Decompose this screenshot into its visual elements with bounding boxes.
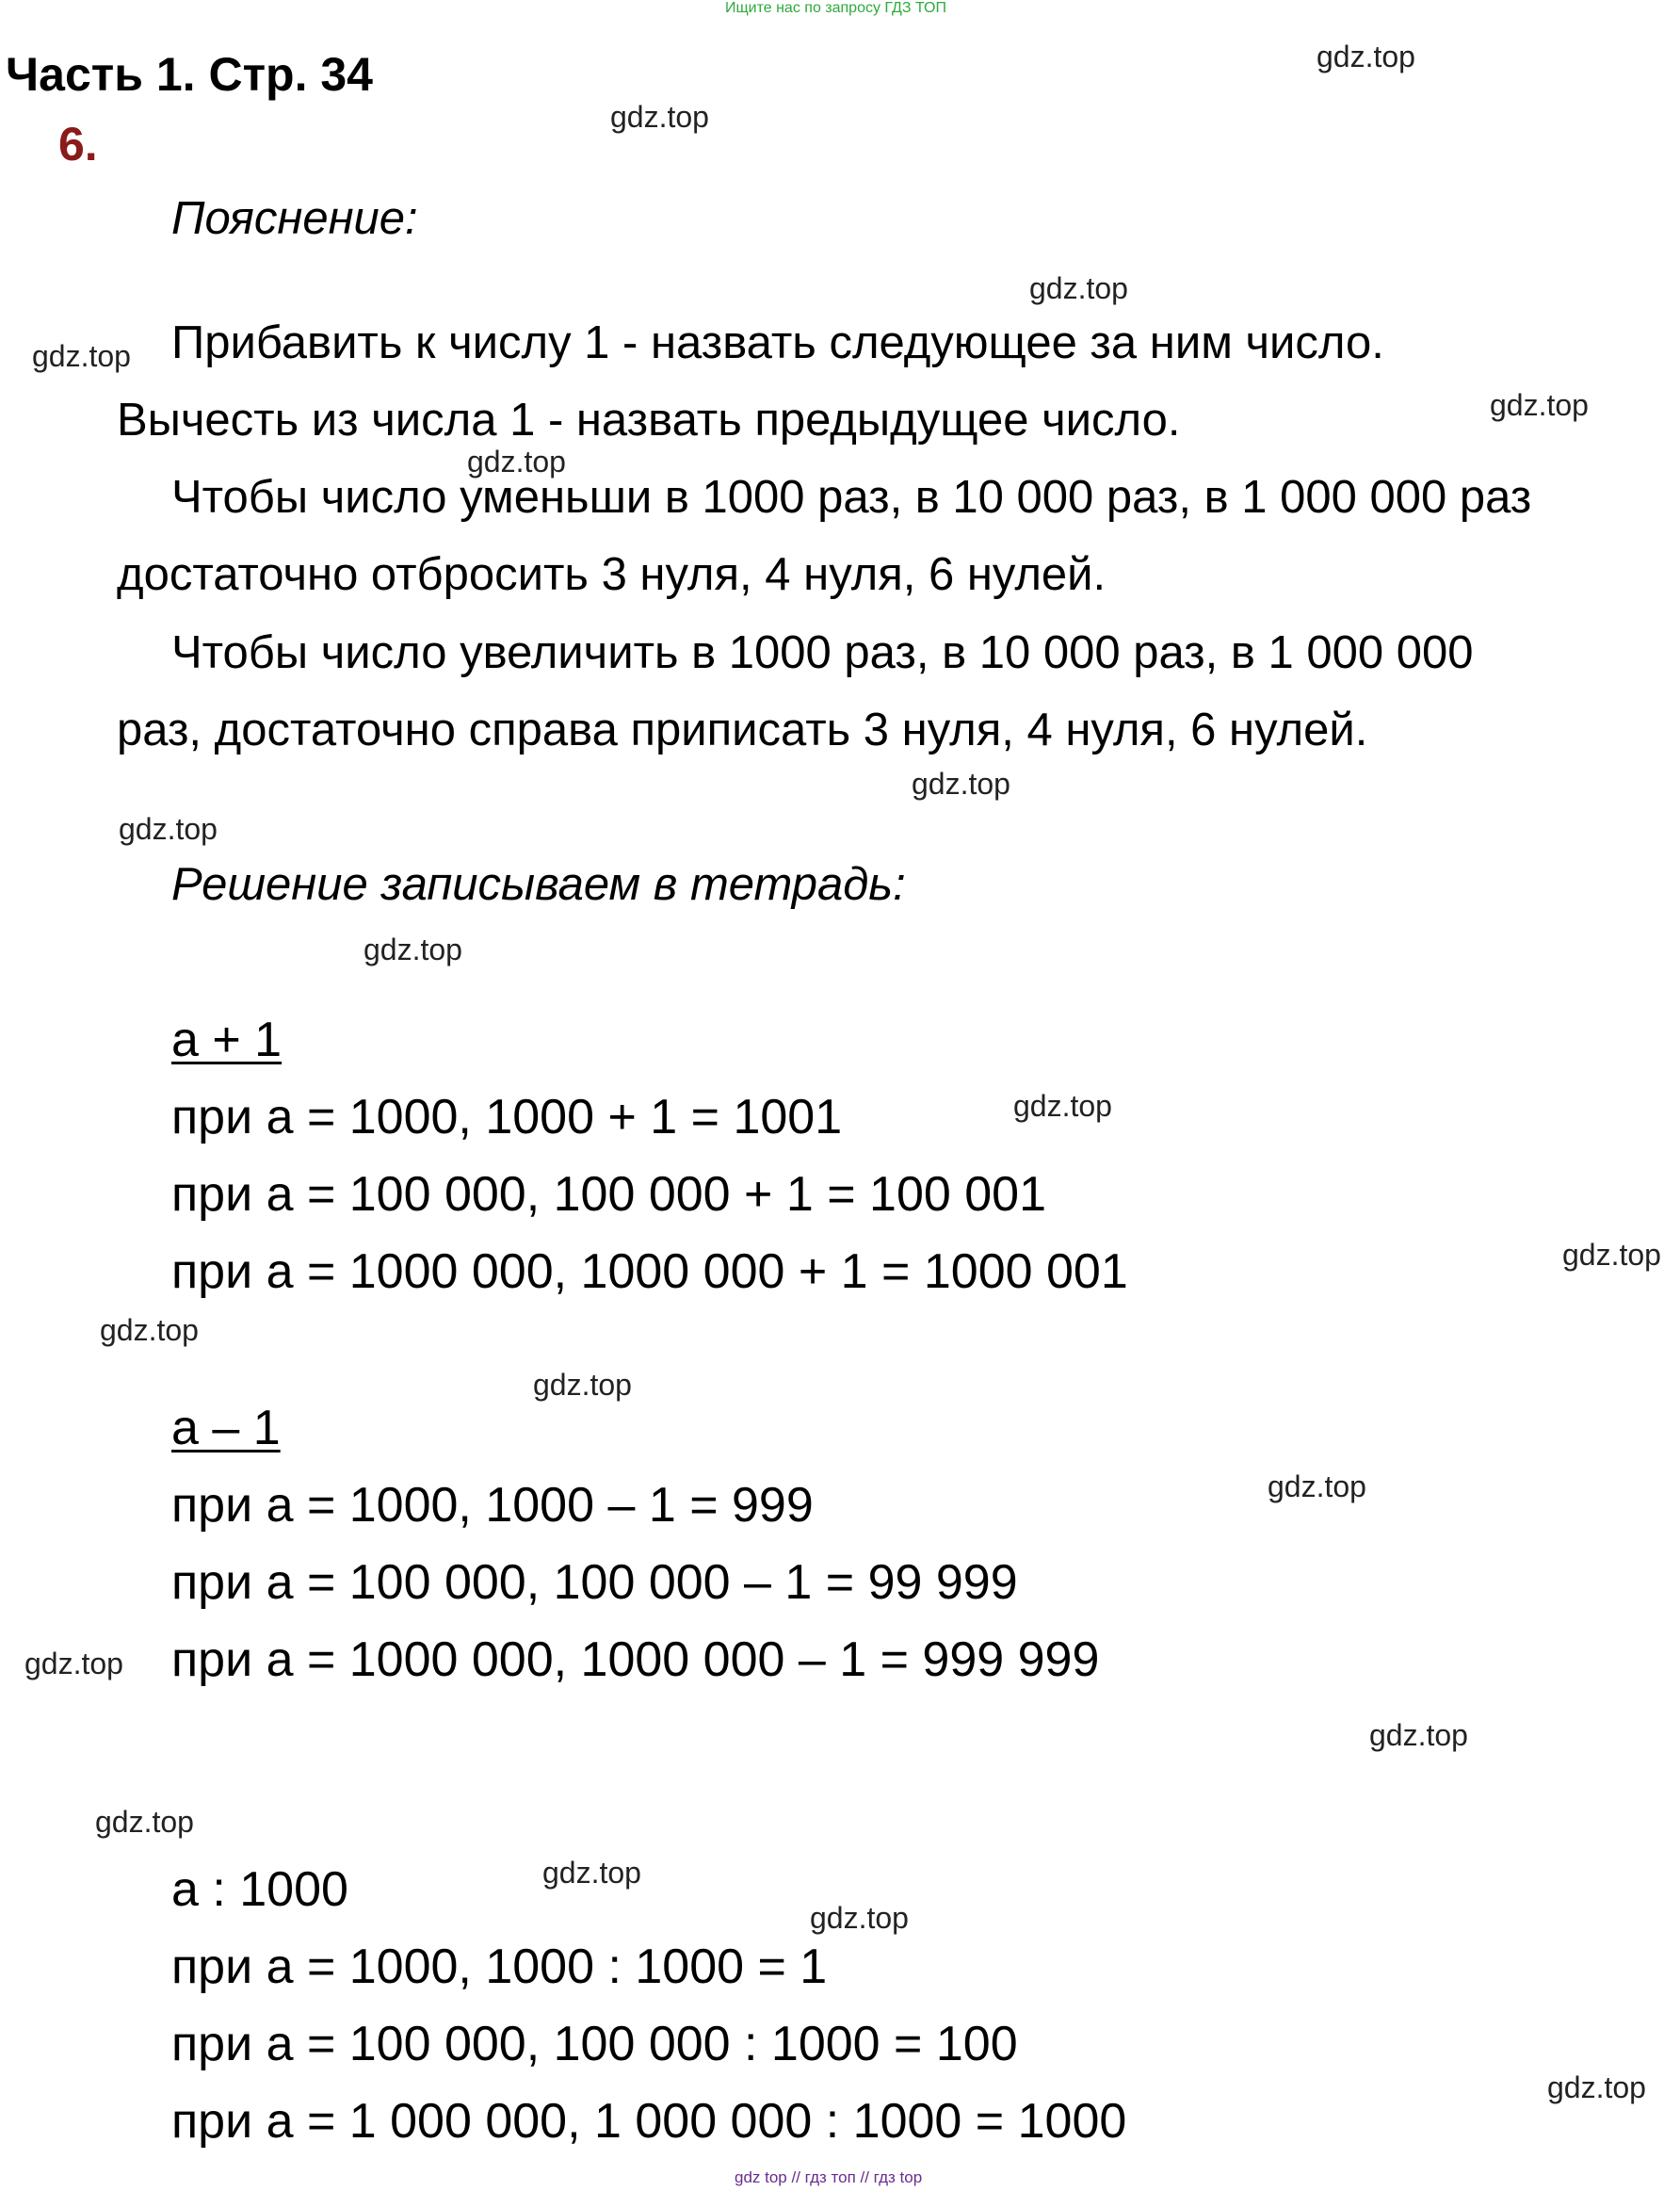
watermark: gdz.top [467,445,566,479]
search-banner: Ищите нас по запросу ГДЗ ТОП [725,0,946,16]
watermark: gdz.top [100,1313,199,1347]
watermark: gdz.top [119,812,218,846]
watermark: gdz.top [363,933,462,966]
task-number: 6. [58,118,98,170]
explanation-line-4: достаточно отбросить 3 нуля, 4 нуля, 6 нулей. [117,549,1107,600]
watermark: gdz.top [1317,40,1415,73]
watermark: gdz.top [1490,388,1589,422]
expression-a-minus-1: а – 1 [171,1401,281,1455]
expression-a-plus-1: а + 1 [171,1013,283,1067]
expression-a-div-1000: а : 1000 [171,1862,348,1917]
div-line-3: при а = 1 000 000, 1 000 000 : 1000 = 1000 [171,2094,1127,2149]
watermark: gdz.top [32,339,131,373]
plus-line-3: при а = 1000 000, 1000 000 + 1 = 1000 001 [171,1244,1128,1299]
watermark: gdz.top [610,100,709,134]
plus-line-2: при а = 100 000, 100 000 + 1 = 100 001 [171,1167,1046,1222]
plus-line-1: при а = 1000, 1000 + 1 = 1001 [171,1090,843,1144]
explanation-line-2: Вычесть из числа 1 - назвать предыдущее число. [117,395,1181,446]
watermark: gdz.top [1547,2070,1646,2104]
explanation-line-5: Чтобы число увеличить в 1000 раз, в 10 000 раз, в 1 000 000 [171,627,1474,678]
watermark: gdz.top [810,1901,909,1935]
watermark: gdz.top [1562,1238,1661,1272]
watermark: gdz.top [542,1856,641,1890]
watermark: gdz.top [24,1647,123,1680]
explanation-line-6: раз, достаточно справа приписать 3 нуля, 4 нуля, 6 нулей. [117,705,1368,755]
explanation-heading: Пояснение: [171,193,418,244]
explanation-line-1: Прибавить к числу 1 - назвать следующее за ним число. [171,317,1384,368]
minus-line-3: при а = 1000 000, 1000 000 – 1 = 999 999 [171,1632,1100,1687]
watermark: gdz.top [1268,1469,1366,1503]
watermark: gdz.top [1029,271,1128,305]
minus-line-2: при а = 100 000, 100 000 – 1 = 99 999 [171,1555,1018,1610]
watermark: gdz.top [1369,1718,1468,1752]
explanation-line-3: Чтобы число уменьши в 1000 раз, в 10 000 раз, в 1 000 000 раз [171,472,1532,523]
watermark: gdz.top [912,767,1010,801]
div-line-2: при а = 100 000, 100 000 : 1000 = 100 [171,2017,1018,2071]
page-title: Часть 1. Стр. 34 [6,48,373,101]
div-line-1: при а = 1000, 1000 : 1000 = 1 [171,1939,828,1994]
watermark: gdz.top [533,1368,632,1402]
watermark: gdz.top [95,1805,194,1839]
minus-line-1: при а = 1000, 1000 – 1 = 999 [171,1478,814,1533]
watermark: gdz.top [1013,1089,1112,1123]
footer-links: gdz top // гдз топ // гдз top [735,2168,923,2186]
solution-heading: Решение записываем в тетрадь: [171,859,906,910]
